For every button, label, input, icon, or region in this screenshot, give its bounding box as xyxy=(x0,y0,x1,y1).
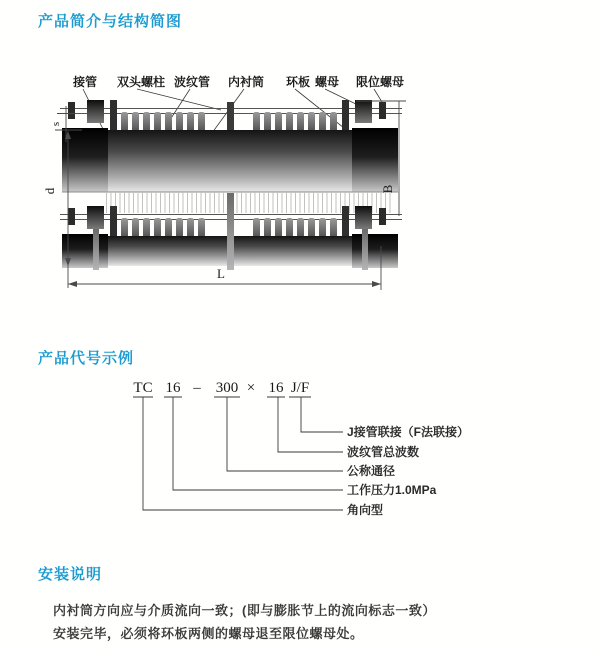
dim-label-L: L xyxy=(217,266,225,281)
stud-post-left xyxy=(93,229,99,270)
bellows-right-bottom xyxy=(253,218,341,238)
nut-left xyxy=(87,100,104,123)
install-line: 内衬筒方向应与介质流向一致；(即与膨胀节上的流向标志一致） xyxy=(53,603,436,618)
callout-angular-type: 角向型 xyxy=(347,503,384,517)
ring-plate-right xyxy=(342,100,349,132)
code-part-diameter: 300 xyxy=(215,380,239,396)
part-label-connecting-pipe: 接管 xyxy=(72,75,98,89)
code-connector-lines xyxy=(143,397,343,510)
stud-post-right xyxy=(362,229,368,270)
limit-nut-left xyxy=(68,102,75,119)
callout-nominal-diameter: 公称通径 xyxy=(347,464,396,478)
part-label-stud: 双头螺柱 xyxy=(116,75,166,89)
code-part-times: × xyxy=(246,380,256,396)
section-title-install: 安装说明 xyxy=(38,566,103,583)
liner-pin-top xyxy=(227,102,234,132)
limit-nut-right xyxy=(379,102,386,119)
part-label-ring-plate: 环板 xyxy=(285,75,311,89)
dim-label-d: d xyxy=(42,187,57,195)
code-part-pressure: 16 xyxy=(165,380,181,396)
code-part-waves: 16 xyxy=(268,380,284,396)
code-part-type: TC xyxy=(133,380,153,396)
part-label-inner-liner: 内衬筒 xyxy=(227,75,265,89)
callout-working-pressure: 工作压力1.0MPa xyxy=(347,483,437,497)
liner-pin-bottom xyxy=(227,193,234,270)
part-label-nut: 螺母 xyxy=(314,75,340,89)
structure-diagram xyxy=(42,74,406,290)
code-part-connection: J/F xyxy=(290,380,310,396)
part-label-limit-nut: 限位螺母 xyxy=(355,75,405,89)
callout-wave-count: 波纹管总波数 xyxy=(347,445,420,459)
bellows-left-bottom xyxy=(121,218,209,238)
part-label-bellows: 波纹管 xyxy=(173,75,211,89)
code-example-diagram xyxy=(133,380,469,517)
section-title-intro: 产品简介与结构简图 xyxy=(38,13,183,30)
dim-label-s: s xyxy=(50,121,62,127)
callout-connection: J接管联接（F法联接） xyxy=(347,425,470,439)
section-title-code-example: 产品代号示例 xyxy=(38,350,135,367)
ring-plate-left xyxy=(110,100,117,132)
liner-hatch xyxy=(106,192,394,213)
code-part-dash: – xyxy=(193,380,201,396)
bellows-left-top xyxy=(121,112,209,132)
install-line: 安装完毕，必须将环板两侧的螺母退至限位螺母处。 xyxy=(53,626,364,641)
bellows-right-top xyxy=(253,112,341,132)
nut-right xyxy=(355,100,372,123)
pipe-end-right xyxy=(352,128,398,192)
dim-label-B: B xyxy=(380,184,395,194)
